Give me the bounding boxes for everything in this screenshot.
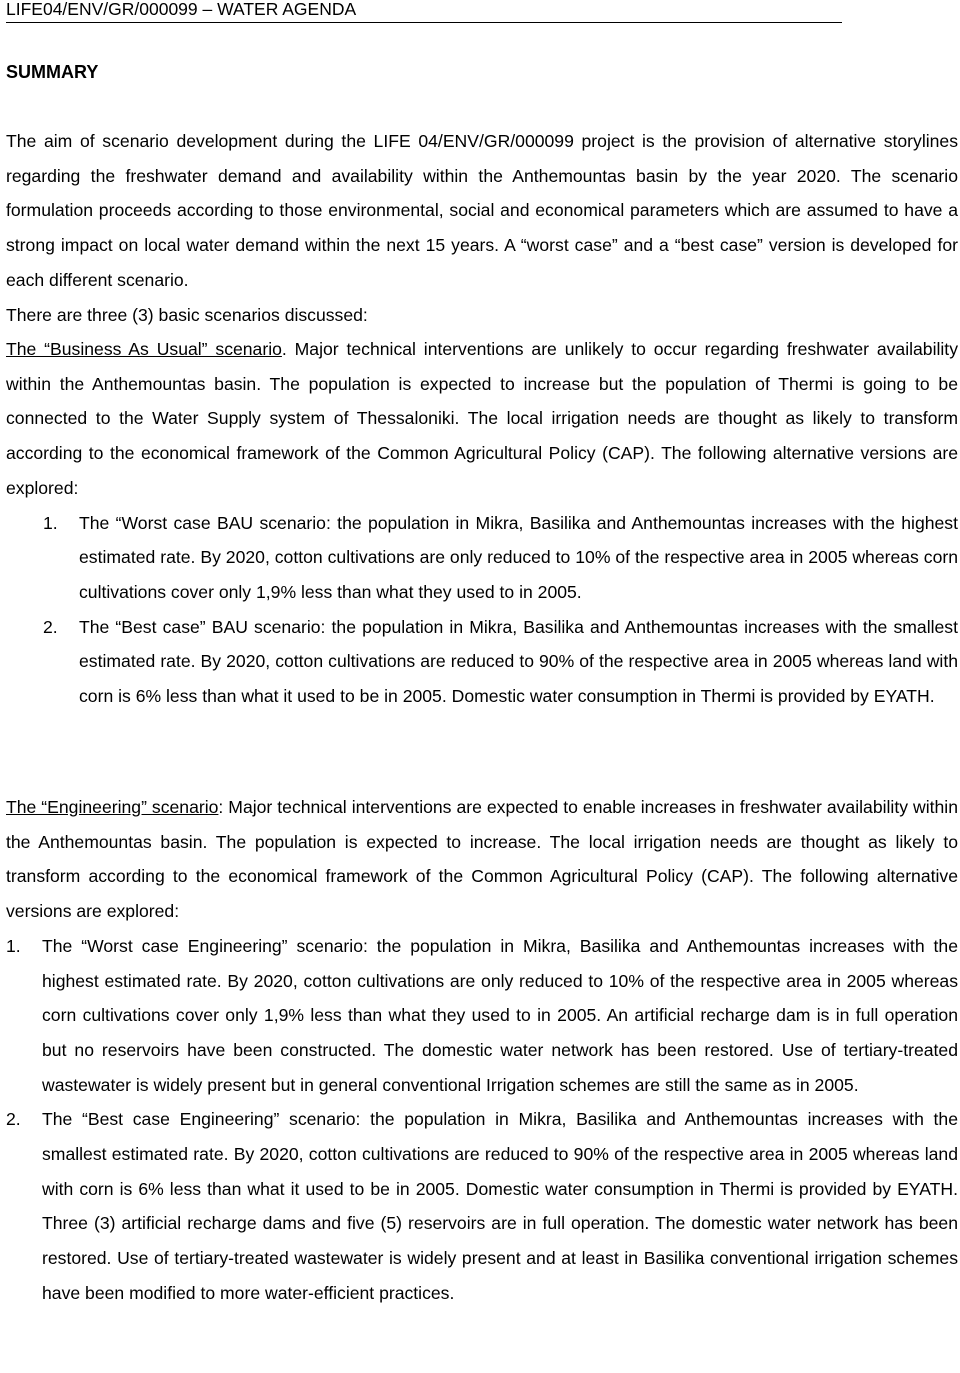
engineering-item-number: 1. (6, 935, 21, 956)
bau-item-text: The “Best case” BAU scenario: the population in Mikra, Basilika and Anthemountas increases with the smallest estimated rate. By 2020, cotton cultivations are reduced to 90% of the respective area in 2005 whereas land with corn is 6% less than what it used to be in 2005. Domestic water consumption in Thermi is provided by EYATH. (79, 616, 958, 707)
bau-text: . Major technical interventions are unlikely to occur regarding freshwater availability within the Anthemountas basin. The population is expected to increase but the population of Thermi is going to be connected to the Water Supply system of Thessaloniki. The local irrigation needs are thought as likely to transform according to the economical framework of the Common Agricultural Policy (CAP). The following alternative versions are explored: (6, 339, 958, 498)
engineering-heading: The “Engineering” scenario (6, 797, 219, 817)
bau-paragraph (6, 332, 958, 506)
intro-section (6, 124, 958, 332)
engineering-item-text: The “Worst case Engineering” scenario: the population in Mikra, Basilika and Anthemountas increases with the highest estimated rate. By 2020, cotton cultivations are only reduced to 10% of the respective area in 2005 whereas corn cultivations cover only 1,9% less than what they used to in 2005. An artificial recharge dam is in full operation but no reservoirs have been constructed. The domestic water network has been restored. Use of tertiary-treated wastewater is widely present but in general conventional Irrigation schemes are still the same as in 2005. (42, 935, 958, 1095)
bau-section (6, 332, 958, 714)
bau-item-number: 1. (43, 512, 58, 533)
intro-paragraph: The aim of scenario development during the LIFE 04/ENV/GR/000099 project is the provision of alternative storylines regarding the freshwater demand and availability within the Anthemountas basin by the year 2020. The scenario formulation proceeds according to those environmental, social and economical parameters which are assumed to have a strong impact on local water demand within the next 15 years. A “worst case” and a “best case” version is developed for each different scenario. (6, 131, 958, 290)
page-title: SUMMARY (6, 62, 99, 82)
engineering-text: : Major technical interventions are expected to enable increases in freshwater availability within the Anthemountas basin. The population is expected to increase. The local irrigation needs are thought as likely to transform according to the economical framework of the Common Agricultural Policy (CAP). The following alternative versions are explored: (6, 797, 958, 922)
bau-heading: The “Business As Usual” scenario (6, 339, 282, 359)
engineering-paragraph (6, 790, 958, 929)
page-header: LIFE04/ENV/GR/000099 – WATER AGENDA (6, 0, 842, 23)
engineering-item-number: 2. (6, 1109, 21, 1130)
bau-list-item (6, 610, 958, 714)
bau-item-number: 2. (43, 616, 58, 637)
engineering-section (6, 790, 958, 1311)
engineering-list-item (6, 1102, 958, 1310)
bau-list-item (6, 506, 958, 610)
engineering-list-item (6, 929, 958, 1103)
bau-item-text: The “Worst case BAU scenario: the population in Mikra, Basilika and Anthemountas increases with the highest estimated rate. By 2020, cotton cultivations are only reduced to 10% of the respective area in 2005 whereas corn cultivations cover only 1,9% less than what they used to in 2005. (79, 512, 958, 602)
engineering-item-text: The “Best case Engineering” scenario: the population in Mikra, Basilika and Anthemountas increases with the smallest estimated rate. By 2020, cotton cultivations are reduced to 90% of the respective area in 2005 whereas land with corn is 6% less than what it used to be in 2005. Domestic water consumption in Thermi is provided by EYATH. Three (3) artificial recharge dams and five (5) reservoirs are in full operation. The domestic water network has been restored. Use of tertiary-treated wastewater is widely present and at least in Basilika conventional irrigation schemes have been modified to more water-efficient practices. (42, 1109, 958, 1303)
scenarios-count-line: There are three (3) basic scenarios discussed: (6, 304, 368, 325)
